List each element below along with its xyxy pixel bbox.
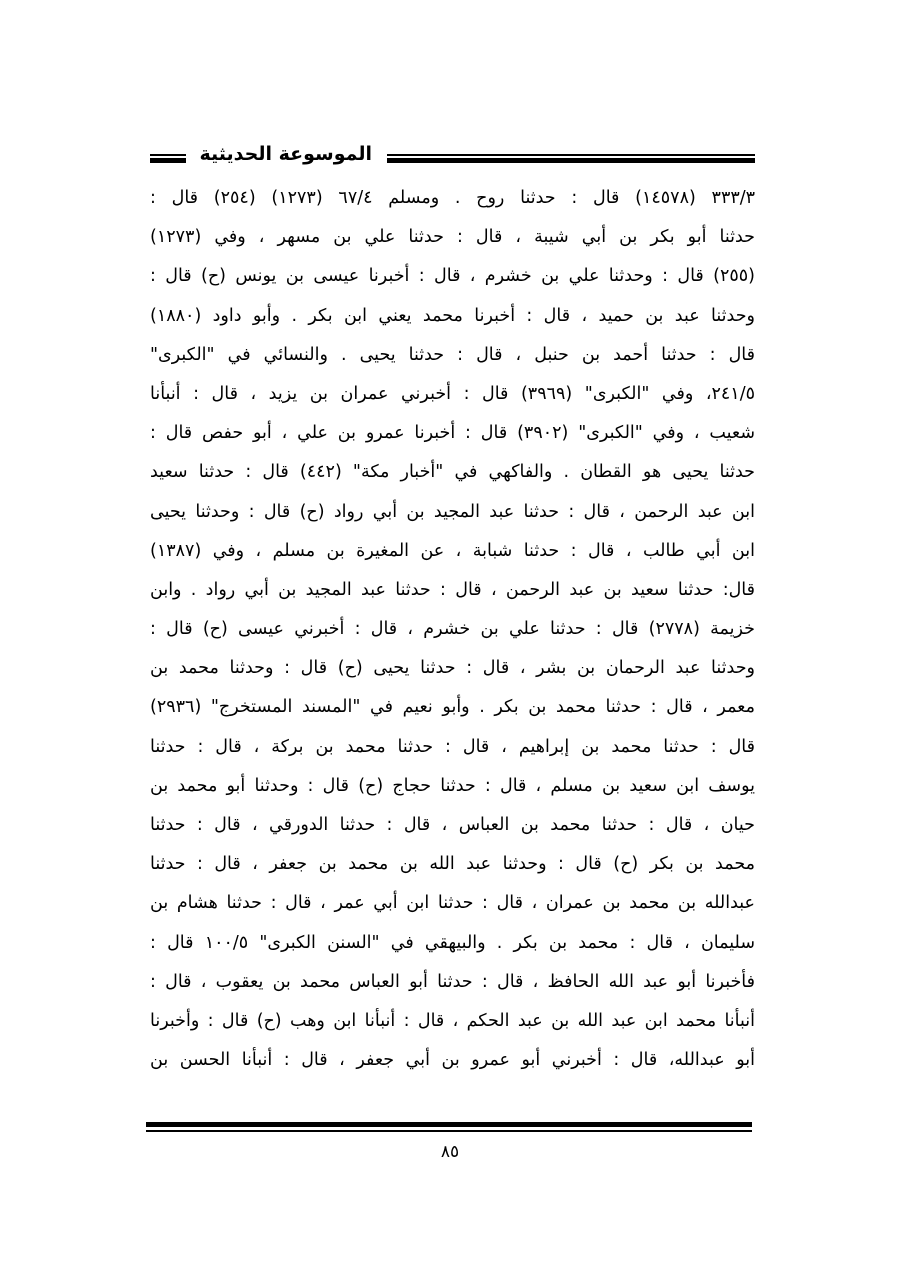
text-line: حدثنا أبو بكر بن أبي شيبة ، قال : حدثنا علي بن مسهر ، وفي (١٢٧٣): [150, 227, 755, 248]
text-line: أنبأنا محمد ابن عبد الله بن عبد الحكم ، قال : أنبأنا ابن وهب (ح) قال : وأخبرنا: [150, 1010, 755, 1031]
text-line: يوسف ابن سعيد بن مسلم ، قال : حدثنا حجاج (ح) قال : وحدثنا أبو محمد بن: [150, 775, 755, 796]
header-rule-right-thin: [387, 154, 755, 156]
page-header: [150, 140, 755, 170]
text-line: حدثنا يحيى هو القطان . والفاكهي في "أخبار مكة" (٤٤٢) قال : حدثنا سعيد: [150, 462, 755, 483]
text-line: (٢٥٥) قال : وحدثنا علي بن خشرم ، قال : أخبرنا عيسى بن يونس (ح) قال :: [150, 266, 755, 287]
text-line: وحدثنا عبد بن حميد ، قال : أخبرنا محمد يعني ابن بكر . وأبو داود (١٨٨٠): [150, 305, 755, 326]
page-number: ٨٥: [440, 1142, 460, 1162]
text-line: ابن أبي طالب ، قال : حدثنا شبابة ، عن المغيرة بن مسلم ، وفي (١٣٨٧): [150, 540, 755, 561]
text-line: قال: حدثنا سعيد بن عبد الرحمن ، قال : حدثنا عبد المجيد بن أبي رواد . وابن: [150, 579, 755, 600]
body-text: [150, 179, 755, 1080]
text-line: قال : حدثنا أحمد بن حنبل ، قال : حدثنا يحيى . والنسائي في "الكبرى": [150, 344, 755, 365]
text-line: ابن عبد الرحمن ، قال : حدثنا عبد المجيد بن أبي رواد (ح) قال : وحدثنا يحيى: [150, 501, 755, 522]
footer-rule-thick: [146, 1122, 752, 1127]
text-line: حيان ، قال : حدثنا محمد بن العباس ، قال : حدثنا الدورقي ، قال : حدثنا: [150, 815, 755, 835]
text-line: محمد بن بكر (ح) قال : وحدثنا عبد الله بن محمد بن جعفر ، قال : حدثنا: [150, 854, 755, 875]
text-line: سليمان ، قال : محمد بن بكر . والبيهقي في "السنن الكبرى" ١٠٠/٥ قال :: [150, 932, 755, 953]
text-line: أبو عبدالله، قال : أخبرني أبو عمرو بن أبي جعفر ، قال : أنبأنا الحسن بن: [150, 1050, 755, 1071]
text-line: ٢٤١/٥، وفي "الكبرى" (٣٩٦٩) قال : أخبرني عمران بن يزيد ، قال : أنبأنا: [150, 383, 755, 404]
footer-rule-thin: [146, 1130, 752, 1132]
header-rule-left-thin: [150, 154, 186, 156]
header-rule-left-thick: [150, 158, 186, 163]
text-line: فأخبرنا أبو عبد الله الحافظ ، قال : حدثنا أبو العباس محمد بن يعقوب ، قال :: [150, 971, 755, 992]
header-rule-right-thick: [387, 158, 755, 163]
text-line: عبدالله بن محمد بن عمران ، قال : حدثنا ابن أبي عمر ، قال : حدثنا هشام بن: [150, 893, 755, 914]
text-line: شعيب ، وفي "الكبرى" (٣٩٠٢) قال : أخبرنا عمرو بن علي ، أبو حفص قال :: [150, 423, 755, 444]
text-line: قال : حدثنا محمد بن إبراهيم ، قال : حدثنا محمد بن بركة ، قال : حدثنا: [150, 736, 755, 757]
text-line: معمر ، قال : حدثنا محمد بن بكر . وأبو نعيم في "المسند المستخرج" (٢٩٣٦): [150, 697, 755, 718]
text-line: ٣٣٣/٣ (١٤٥٧٨) قال : حدثنا روح . ومسلم ٦٧/٤ (١٢٧٣) (٢٥٤) قال :: [150, 188, 755, 208]
text-line: وحدثنا عبد الرحمان بن بشر ، قال : حدثنا يحيى (ح) قال : وحدثنا محمد بن: [150, 658, 755, 679]
text-line: خزيمة (٢٧٧٨) قال : حدثنا علي بن خشرم ، قال : أخبرني عيسى (ح) قال :: [150, 619, 755, 640]
page-title: الموسوعة الحديثية: [199, 143, 372, 165]
